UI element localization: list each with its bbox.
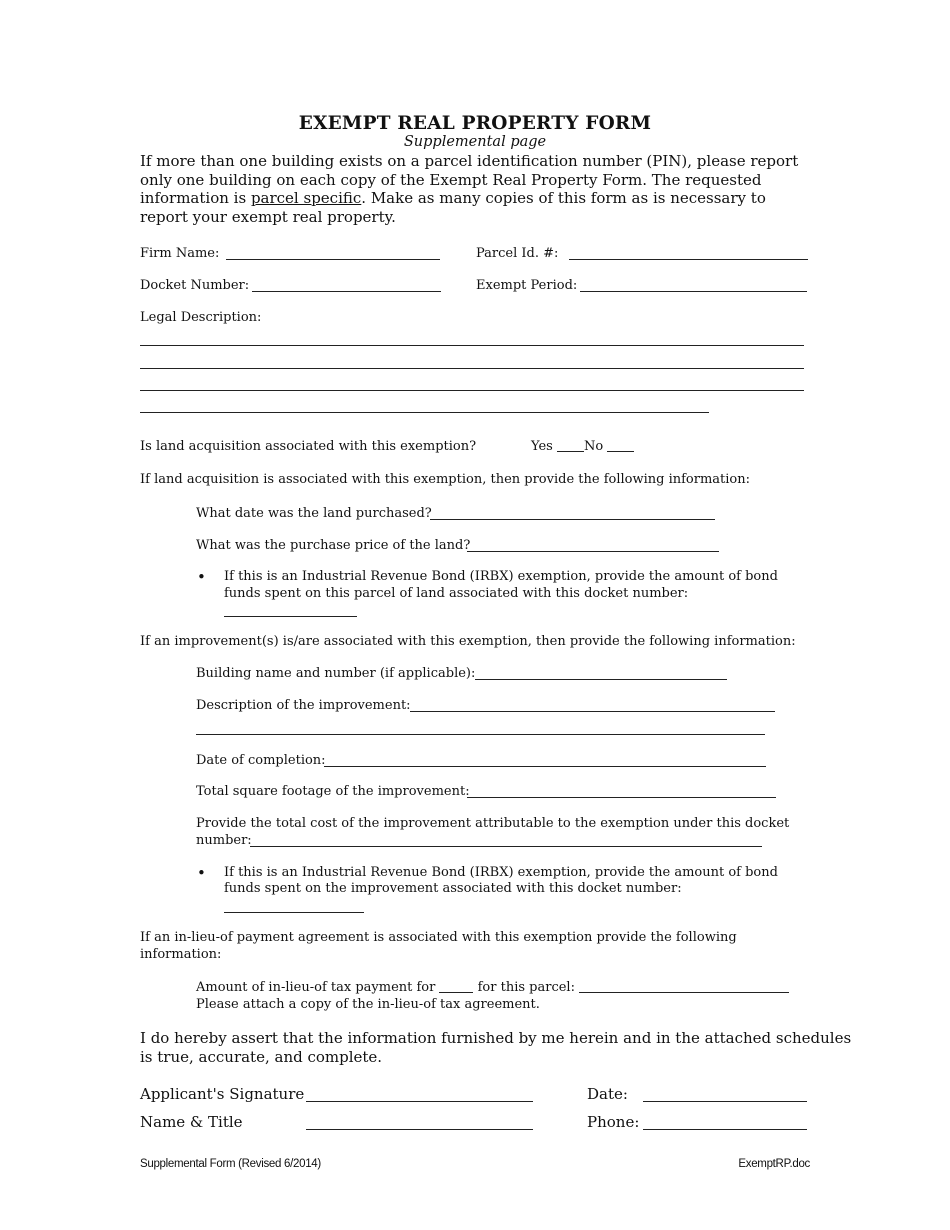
date-completion-field[interactable] <box>324 766 766 767</box>
intro-text-1: If more than one building exists on a parcel identification number (PIN), please report only one building on each copy of the Exempt Real Property Form. The requested information is <box>140 152 799 208</box>
in-lieu-amount-row <box>196 980 789 995</box>
phone-field[interactable] <box>643 1129 807 1130</box>
square-footage-label: Total square footage of the improvement: <box>196 784 470 799</box>
firm-name-field[interactable] <box>226 259 440 260</box>
date-field[interactable] <box>643 1101 807 1102</box>
legal-description-label: Legal Description: <box>140 310 262 325</box>
in-lieu-attach-note: Please attach a copy of the in-lieu-of tax agreement. <box>196 997 540 1012</box>
land-irbx-field[interactable] <box>224 616 357 617</box>
assertion-line-2: is true, accurate, and complete. <box>140 1048 383 1066</box>
purchase-price-label: What was the purchase price of the land? <box>196 538 471 553</box>
intro-underlined: parcel specific <box>250 189 362 208</box>
legal-description-line-1[interactable] <box>140 345 804 346</box>
assertion-line-1: I do hereby assert that the information furnished by me herein and in the attached schedules <box>140 1029 852 1047</box>
legal-description-line-2[interactable] <box>140 368 804 369</box>
form-title: EXEMPT REAL PROPERTY FORM <box>298 113 652 134</box>
legal-description-line-4[interactable] <box>140 412 709 413</box>
date-purchased-label: What date was the land purchased? <box>196 506 432 521</box>
building-name-field[interactable] <box>475 679 727 680</box>
no-label: No <box>583 439 604 454</box>
docket-number-label: Docket Number: <box>140 278 250 293</box>
docket-number-field[interactable] <box>252 291 441 292</box>
improvement-instruction: If an improvement(s) is/are associated with this exemption, then provide the following information: <box>140 634 796 649</box>
building-name-label: Building name and number (if applicable): <box>196 666 476 681</box>
applicant-signature-field[interactable] <box>306 1101 533 1102</box>
in-lieu-amount-middle: for this parcel: <box>477 980 575 995</box>
date-purchased-field[interactable] <box>430 519 715 520</box>
parcel-id-label: Parcel Id. #: <box>476 246 559 261</box>
exempt-period-label: Exempt Period: <box>476 278 578 293</box>
in-lieu-instruction-2: information: <box>140 947 222 962</box>
intro-paragraph <box>140 152 810 226</box>
name-title-label: Name & Title <box>140 1113 243 1131</box>
footer-filename: ExemptRP.doc <box>738 1158 810 1170</box>
applicant-signature-label: Applicant's Signature <box>140 1085 305 1103</box>
land-instruction: If land acquisition is associated with this exemption, then provide the following information: <box>140 472 751 487</box>
firm-name-label: Firm Name: <box>140 246 220 261</box>
yes-field[interactable] <box>557 451 584 452</box>
intro-text-2: . Make as many copies of this form as is necessary to report your exempt real property. <box>140 189 766 226</box>
yes-label: Yes <box>531 439 553 454</box>
square-footage-field[interactable] <box>467 797 776 798</box>
description-field-2[interactable] <box>196 734 765 735</box>
no-field[interactable] <box>607 451 634 452</box>
land-irbx-line-2: funds spent on this parcel of land associated with this docket number: <box>224 586 689 601</box>
improvement-irbx-field[interactable] <box>224 912 364 913</box>
total-cost-field[interactable] <box>250 846 762 847</box>
description-label: Description of the improvement: <box>196 698 411 713</box>
in-lieu-amount-field[interactable] <box>579 992 789 993</box>
land-irbx-line-1: If this is an Industrial Revenue Bond (IRBX) exemption, provide the amount of bond <box>224 569 778 584</box>
date-label: Date: <box>587 1085 628 1103</box>
in-lieu-year-field[interactable] <box>439 992 473 993</box>
improvement-irbx-line-2: funds spent on the improvement associated with this docket number: <box>224 881 682 896</box>
bullet-icon: • <box>197 864 206 882</box>
phone-label: Phone: <box>587 1113 640 1131</box>
yes-no-options <box>531 439 634 454</box>
exempt-period-field[interactable] <box>580 291 807 292</box>
land-question: Is land acquisition associated with this exemption? <box>140 439 477 454</box>
purchase-price-field[interactable] <box>467 551 719 552</box>
in-lieu-instruction-1: If an in-lieu-of payment agreement is associated with this exemption provide the following <box>140 930 737 945</box>
form-subtitle: Supplemental page <box>403 134 547 150</box>
legal-description-line-3[interactable] <box>140 390 804 391</box>
improvement-irbx-line-1: If this is an Industrial Revenue Bond (IRBX) exemption, provide the amount of bond <box>224 865 778 880</box>
in-lieu-amount-prefix: Amount of in-lieu-of tax payment for <box>196 980 436 995</box>
description-field-1[interactable] <box>410 711 775 712</box>
bullet-icon: • <box>197 568 206 586</box>
parcel-id-field[interactable] <box>569 259 808 260</box>
date-completion-label: Date of completion: <box>196 753 326 768</box>
total-cost-line-2: number: <box>196 833 252 848</box>
total-cost-line-1: Provide the total cost of the improvement attributable to the exemption under this docket <box>196 816 790 831</box>
name-title-field[interactable] <box>306 1129 533 1130</box>
footer-revision: Supplemental Form (Revised 6/2014) <box>140 1158 321 1170</box>
